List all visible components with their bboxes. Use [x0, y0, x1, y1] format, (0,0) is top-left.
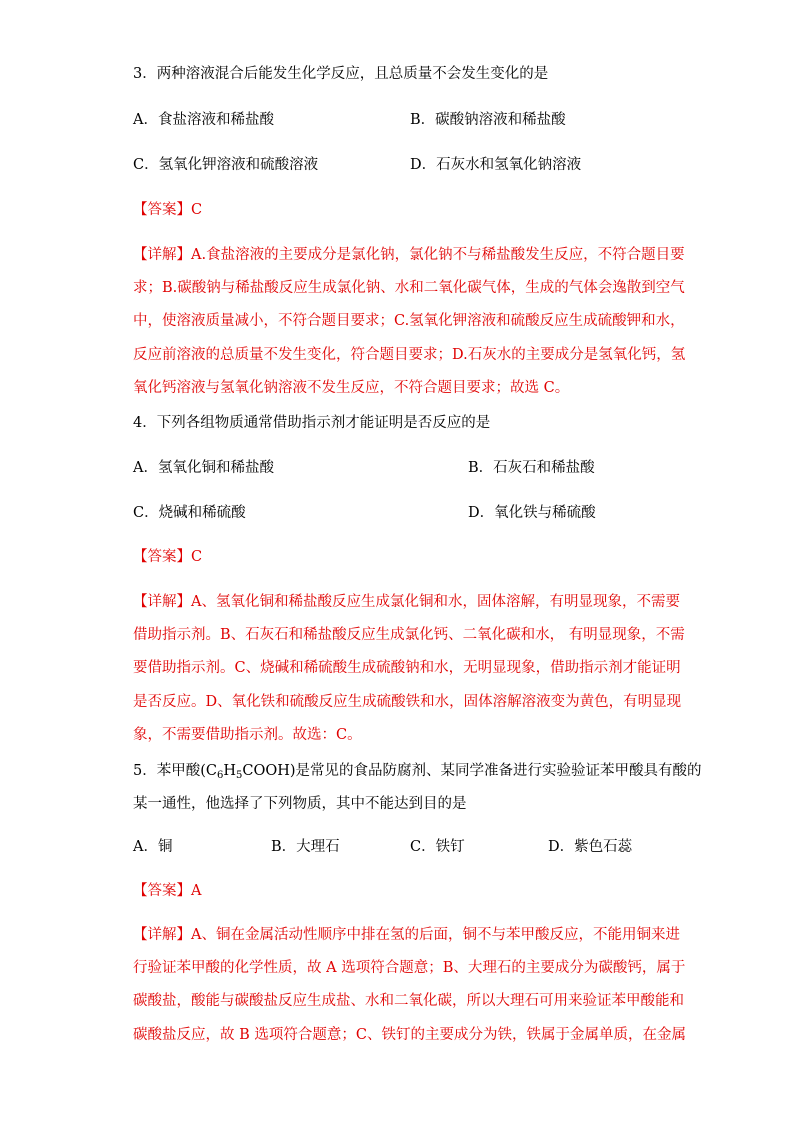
- detail-line: 碳酸盐反应，故 B 选项符合题意；C、铁钉的主要成分为铁，铁属于金属单质，在金属: [133, 1026, 686, 1043]
- q4-answer: [133, 547, 202, 567]
- detail-line: 【详解】A.食盐溶液的主要成分是氯化钠，氯化钠不与稀盐酸发生反应，不符合题目要: [133, 247, 685, 263]
- detail-line: 象，不需要借助指示剂。故选：C。: [133, 726, 362, 743]
- answer-label: 【答案】: [133, 883, 191, 899]
- detail-line: 【详解】A、铜在金属活动性顺序中排在氢的后面，铜不与苯甲酸反应，不能用铜来进: [133, 927, 680, 943]
- answer-value: C: [191, 549, 203, 565]
- detail-line: 要借助指示剂。C、烧碱和稀硫酸生成硫酸钠和水，无明显现象，借助指示剂才能证明: [133, 660, 681, 677]
- q3-option-a: A．食盐溶液和稀盐酸: [133, 112, 274, 128]
- q5-stem: 5．苯甲酸$(C_6H_5COOH)$是常见的食品防腐剂、某同学准备进行实验验证苯甲酸具有酸的: [133, 763, 702, 781]
- q5-option-b: B．大理石: [271, 839, 340, 855]
- q3-option-b: B．碳酸钠溶液和稀盐酸: [410, 112, 566, 128]
- q3-option-d: D．石灰水和氢氧化钠溶液: [410, 157, 582, 173]
- detail-label: 【详解】: [133, 594, 191, 610]
- answer-value: A: [191, 883, 202, 899]
- q5-option-c: C．铁钉: [410, 839, 465, 855]
- q3-answer: [133, 200, 202, 220]
- detail-label: 【详解】: [133, 927, 191, 943]
- q4-option-c: C．烧碱和稀硫酸: [133, 505, 246, 521]
- q5-detail: [133, 925, 686, 1058]
- answer-label: 【答案】: [133, 202, 191, 218]
- detail-line: 借助指示剂。B、石灰石和稀盐酸反应生成氯化钙、二氧化碳和水， 有明显现象，不需: [133, 627, 685, 644]
- q5-option-d: D．紫色石蕊: [548, 839, 633, 855]
- detail-line: 反应前溶液的总质量不发生变化，符合题目要求；D.石灰水的主要成分是氢氧化钙，氢: [133, 346, 686, 363]
- q3-option-c: C．氢氧化钾溶液和硫酸溶液: [133, 157, 319, 173]
- answer-value: C: [191, 202, 203, 218]
- q5-stem-line2: 某一通性，他选择了下列物质，其中不能达到目的是: [133, 796, 467, 812]
- q5-answer: [133, 881, 201, 901]
- q5-option-a: A．铜: [133, 839, 173, 855]
- q4-stem: 4．下列各组物质通常借助指示剂才能证明是否反应的是: [133, 415, 491, 431]
- q3-stem: 3．两种溶液混合后能发生化学反应，且总质量不会发生变化的是: [133, 66, 549, 82]
- q4-option-b: B．石灰石和稀盐酸: [468, 460, 595, 476]
- formula-subscript: 6: [216, 770, 224, 781]
- detail-line: 是否反应。D、氧化铁和硫酸反应生成硫酸铁和水，固体溶解溶液变为黄色，有明显现: [133, 693, 682, 710]
- detail-line: 碳酸盐，酸能与碳酸盐反应生成盐、水和二氧化碳，所以大理石可用来验证苯甲酸能和: [133, 993, 684, 1010]
- detail-line: 氧化钙溶液与氢氧化钠溶液不发生反应，不符合题目要求；故选 C。: [133, 379, 570, 396]
- detail-line: 求；B.碳酸钠与稀盐酸反应生成氯化钠、水和二氧化碳气体，生成的气体会逸散到空气: [133, 280, 685, 297]
- q4-option-a: A．氢氧化铜和稀盐酸: [133, 460, 274, 476]
- detail-line: 中，使溶液质量减小，不符合题目要求；C.氢氧化钾溶液和硫酸反应生成硫酸钾和水，: [133, 313, 685, 330]
- detail-line: 【详解】A、氢氧化铜和稀盐酸反应生成氯化铜和水，固体溶解，有明显现象，不需要: [133, 594, 680, 610]
- formula-subscript: 5: [236, 770, 243, 781]
- answer-label: 【答案】: [133, 549, 191, 565]
- detail-line: 行验证苯甲酸的化学性质，故 A 选项符合题意；B、大理石的主要成分为碳酸钙，属于: [133, 960, 686, 977]
- q3-detail: [133, 245, 686, 411]
- detail-label: 【详解】: [133, 247, 191, 263]
- q4-option-d: D．氧化铁与稀硫酸: [468, 505, 596, 521]
- q4-detail: [133, 592, 685, 758]
